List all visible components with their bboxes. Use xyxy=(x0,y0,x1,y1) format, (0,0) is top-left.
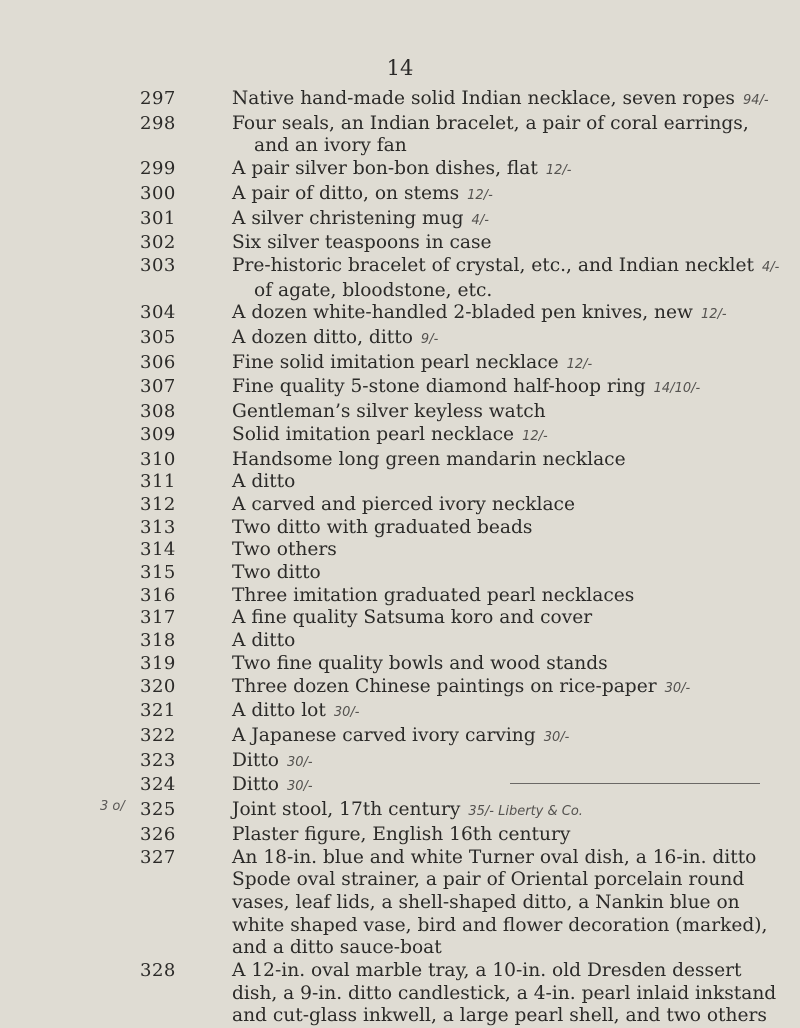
lot-number: 327 xyxy=(140,846,176,868)
lot-description: Gentleman’s silver keyless watch xyxy=(232,401,546,423)
lot-entry xyxy=(0,700,800,725)
lot-description: Six silver teaspoons in case xyxy=(232,232,492,254)
lot-number: 318 xyxy=(140,630,176,652)
lot-entry xyxy=(0,562,800,585)
lot-number: 297 xyxy=(140,88,176,109)
lot-description: A 12-in. oval marble tray, a 10-in. old Dresden dessert dish, a 9-in. ditto candlestick, a 4-in. pearl inlaid inkstand and cut-glass inkwell, a large pearl shell, and two others xyxy=(232,960,777,1027)
lot-entry xyxy=(0,232,800,255)
lot-description: A ditto xyxy=(232,471,296,493)
lot-description: Three dozen Chinese paintings on rice-paper xyxy=(232,675,657,697)
page-number: 14 xyxy=(386,56,414,80)
lot-number: 321 xyxy=(140,700,176,722)
pencil-underline xyxy=(510,783,760,784)
lot-description: A pair of ditto, on stems xyxy=(232,182,460,204)
lot-entry xyxy=(0,376,800,401)
lot-description: Two ditto with graduated beads xyxy=(232,516,533,538)
lot-entry xyxy=(0,630,800,653)
lot-entry xyxy=(0,255,800,302)
lot-entry xyxy=(0,352,800,377)
price-annotation: 35/- Liberty & Co. xyxy=(468,804,583,820)
margin-annotation: 3 o/ xyxy=(100,799,125,815)
lot-entry xyxy=(0,517,800,540)
lot-entry xyxy=(0,585,800,608)
lot-description: Solid imitation pearl necklace xyxy=(232,423,515,445)
lot-number: 304 xyxy=(140,302,176,324)
lot-number: 310 xyxy=(140,448,176,470)
price-annotation: 12/- xyxy=(545,163,572,179)
price-annotation: 14/10/- xyxy=(653,381,701,397)
lot-description: Pre-historic bracelet of crystal, etc., and Indian necklet xyxy=(232,254,754,276)
lot-number: 298 xyxy=(140,112,176,134)
lot-description: Three imitation graduated pearl necklaces xyxy=(232,584,635,606)
lot-entry xyxy=(0,88,800,113)
lot-description: Fine quality 5-stone diamond half-hoop ring xyxy=(232,376,646,398)
lot-number: 315 xyxy=(140,562,176,584)
lot-entry xyxy=(0,725,800,750)
lot-entry xyxy=(0,799,800,824)
lot-description: Ditto xyxy=(232,774,279,796)
lot-description: A ditto xyxy=(232,630,296,652)
price-annotation: 9/- xyxy=(420,332,439,348)
price-annotation: 12/- xyxy=(700,307,727,323)
lot-number: 300 xyxy=(140,182,176,204)
price-annotation: 12/- xyxy=(522,428,548,444)
lot-entry xyxy=(0,158,800,183)
price-annotation: 30/- xyxy=(333,705,360,721)
lot-entry xyxy=(0,539,800,562)
lot-entry xyxy=(0,824,800,847)
lot-entry xyxy=(0,302,800,327)
lot-number: 317 xyxy=(140,607,176,629)
lot-number: 301 xyxy=(140,207,176,229)
lot-number: 314 xyxy=(140,539,176,561)
lot-description-continued: of agate, bloodstone, etc. xyxy=(254,279,493,301)
price-annotation: 94/- xyxy=(742,93,769,108)
lot-number: 307 xyxy=(140,376,176,398)
lot-number: 313 xyxy=(140,516,176,538)
lot-number: 302 xyxy=(140,232,176,254)
lot-description: Two fine quality bowls and wood stands xyxy=(232,652,608,674)
price-annotation: 30/- xyxy=(287,754,313,770)
lot-list xyxy=(0,88,800,1028)
lot-description: Native hand-made solid Indian necklace, seven ropes xyxy=(232,88,735,109)
lot-description: A ditto lot xyxy=(232,700,326,722)
lot-entry xyxy=(0,653,800,676)
lot-description: Ditto xyxy=(232,749,279,771)
lot-description: A silver christening mug xyxy=(232,207,464,229)
price-annotation: 12/- xyxy=(467,187,493,203)
lot-entry xyxy=(0,774,800,799)
price-annotation: 30/- xyxy=(543,729,570,745)
lot-number: 316 xyxy=(140,584,176,606)
lot-entry xyxy=(0,494,800,517)
lot-number: 326 xyxy=(140,823,176,845)
lot-description: A dozen ditto, ditto xyxy=(232,327,413,349)
lot-description: A fine quality Satsuma koro and cover xyxy=(232,607,593,629)
lot-description: A pair silver bon-bon dishes, flat xyxy=(232,158,538,180)
lot-number: 312 xyxy=(140,493,176,515)
lot-number: 303 xyxy=(140,254,176,276)
lot-number: 328 xyxy=(140,960,176,982)
lot-description: Handsome long green mandarin necklace xyxy=(232,448,626,470)
lot-entry xyxy=(0,960,800,1028)
lot-entry xyxy=(0,847,800,961)
lot-number: 311 xyxy=(140,471,176,493)
lot-entry xyxy=(0,113,800,158)
price-annotation: 30/- xyxy=(664,680,691,696)
lot-description: An 18-in. blue and white Turner oval dish, a 16-in. ditto Spode oval strainer, a pair of Oriental porcelain round vases, leaf lids, a shell-shaped ditto, a Nankin blue on white shaped vase, bird and flower decoration (marked), and a ditto sauce-boat xyxy=(232,846,768,959)
lot-number: 319 xyxy=(140,652,176,674)
price-annotation: 4/- xyxy=(471,212,489,228)
lot-number: 323 xyxy=(140,749,176,771)
lot-number: 308 xyxy=(140,401,176,423)
lot-description-continued: and an ivory fan xyxy=(254,135,407,157)
lot-description: Four seals, an Indian bracelet, a pair of coral earrings, xyxy=(232,112,749,134)
lot-description: Fine solid imitation pearl necklace xyxy=(232,351,559,373)
lot-description: Joint stool, 17th century xyxy=(232,799,461,821)
lot-entry xyxy=(0,607,800,630)
lot-entry xyxy=(0,208,800,233)
lot-entry xyxy=(0,676,800,701)
lot-number: 305 xyxy=(140,327,176,349)
lot-number: 322 xyxy=(140,724,176,746)
lot-number: 325 xyxy=(140,799,176,821)
lot-entry xyxy=(0,424,800,449)
lot-entry xyxy=(0,750,800,775)
lot-description: Two ditto xyxy=(232,562,321,584)
lot-entry xyxy=(0,401,800,424)
lot-number: 324 xyxy=(140,774,176,796)
price-annotation: 30/- xyxy=(287,779,313,795)
lot-entry xyxy=(0,327,800,352)
lot-number: 320 xyxy=(140,675,176,697)
price-annotation: 12/- xyxy=(566,356,593,372)
lot-entry xyxy=(0,471,800,494)
lot-entry xyxy=(0,183,800,208)
lot-description: A Japanese carved ivory carving xyxy=(232,724,536,746)
lot-description: Plaster figure, English 16th century xyxy=(232,823,571,845)
lot-number: 309 xyxy=(140,423,176,445)
lot-description: A carved and pierced ivory necklace xyxy=(232,493,575,515)
lot-description: Two others xyxy=(232,539,337,561)
price-annotation: 4/- xyxy=(761,259,780,275)
lot-description: A dozen white-handled 2-bladed pen knives, new xyxy=(232,302,693,324)
lot-entry xyxy=(0,449,800,472)
lot-number: 299 xyxy=(140,158,176,180)
lot-number: 306 xyxy=(140,351,176,373)
